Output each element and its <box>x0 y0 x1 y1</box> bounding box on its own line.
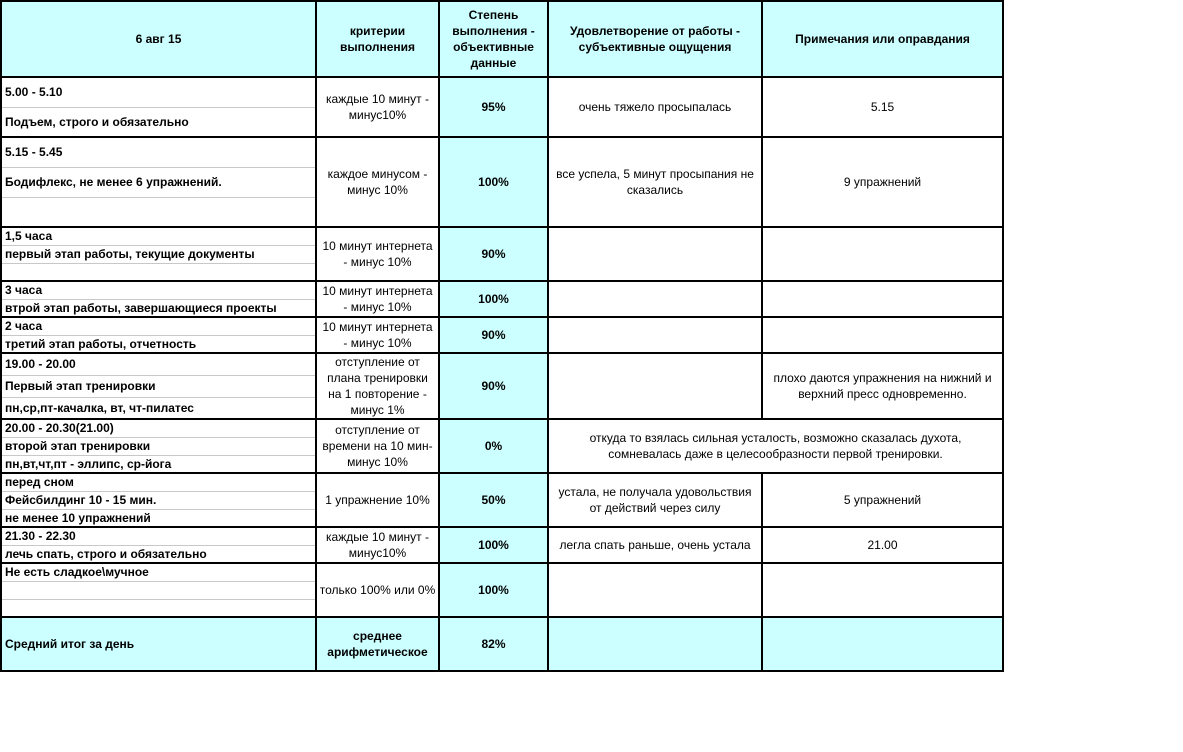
criteria-cell[interactable]: 10 минут интернета - минус 10% <box>316 227 439 281</box>
header-criteria[interactable]: критерии выполнения <box>316 1 439 77</box>
note-cell[interactable] <box>762 563 1003 617</box>
criteria-cell[interactable]: 10 минут интернета - минус 10% <box>316 281 439 317</box>
satisfaction-cell[interactable]: очень тяжело просыпалась <box>548 77 762 137</box>
task-cell[interactable]: Бодифлекс, не менее 6 упражнений. <box>1 167 316 197</box>
table-row <box>1 281 1003 299</box>
table-row <box>1 137 1003 167</box>
criteria-cell[interactable]: каждые 10 минут - минус10% <box>316 527 439 563</box>
table-row <box>1 419 1003 437</box>
note-cell[interactable]: 21.00 <box>762 527 1003 563</box>
percent-cell[interactable]: 100% <box>439 137 548 227</box>
criteria-cell[interactable]: отступление от плана тренировки на 1 повторение - минус 1% <box>316 353 439 419</box>
total-satisfaction[interactable] <box>548 617 762 671</box>
total-label[interactable]: Средний итог за день <box>1 617 316 671</box>
satisfaction-cell[interactable]: все успела, 5 минут просыпания не сказались <box>548 137 762 227</box>
table-row <box>1 527 1003 545</box>
note-cell[interactable]: 5.15 <box>762 77 1003 137</box>
satisfaction-cell[interactable]: легла спать раньше, очень устала <box>548 527 762 563</box>
task-cell[interactable]: втрой этап работы, завершающиеся проекты <box>1 299 316 317</box>
task-cell[interactable]: Не есть сладкое\мучное <box>1 563 316 581</box>
task-cell[interactable]: 20.00 - 20.30(21.00) <box>1 419 316 437</box>
criteria-cell[interactable]: каждое минусом - минус 10% <box>316 137 439 227</box>
table-row <box>1 227 1003 245</box>
task-cell[interactable]: первый этап работы, текущие документы <box>1 245 316 263</box>
task-cell[interactable]: 5.00 - 5.10 <box>1 77 316 107</box>
note-cell[interactable]: 5 упражнений <box>762 473 1003 527</box>
criteria-cell[interactable]: отступление от времени на 10 мин- минус 10% <box>316 419 439 473</box>
note-cell[interactable]: 9 упражнений <box>762 137 1003 227</box>
satisfaction-cell[interactable] <box>548 353 762 419</box>
total-criteria[interactable]: среднее арифметическое <box>316 617 439 671</box>
note-cell[interactable] <box>762 317 1003 353</box>
table-row <box>1 77 1003 107</box>
percent-cell[interactable]: 0% <box>439 419 548 473</box>
task-cell[interactable]: третий этап работы, отчетность <box>1 335 316 353</box>
task-cell[interactable]: перед сном <box>1 473 316 491</box>
task-cell[interactable]: 2 часа <box>1 317 316 335</box>
task-cell[interactable] <box>1 263 316 281</box>
percent-cell[interactable]: 50% <box>439 473 548 527</box>
task-cell[interactable]: пн,вт,чт,пт - эллипс, ср-йога <box>1 455 316 473</box>
task-cell[interactable] <box>1 197 316 227</box>
header-degree[interactable]: Степень выполнения - объективные данные <box>439 1 548 77</box>
criteria-cell[interactable]: 1 упражнение 10% <box>316 473 439 527</box>
total-note[interactable] <box>762 617 1003 671</box>
percent-cell[interactable]: 95% <box>439 77 548 137</box>
task-cell[interactable]: Подъем, строго и обязательно <box>1 107 316 137</box>
table-row <box>1 563 1003 581</box>
task-cell[interactable]: 3 часа <box>1 281 316 299</box>
satisfaction-cell[interactable] <box>548 281 762 317</box>
task-cell[interactable]: не менее 10 упражнений <box>1 509 316 527</box>
note-cell[interactable] <box>762 227 1003 281</box>
header-row <box>1 1 1003 77</box>
header-satisfaction[interactable]: Удовлетворение от работы - субъективные ощущения <box>548 1 762 77</box>
table-row <box>1 353 1003 375</box>
table-row <box>1 317 1003 335</box>
header-notes[interactable]: Примечания или оправдания <box>762 1 1003 77</box>
satisfaction-cell[interactable] <box>548 227 762 281</box>
task-cell[interactable]: второй этап тренировки <box>1 437 316 455</box>
satisfaction-cell[interactable] <box>548 317 762 353</box>
satisfaction-cell[interactable] <box>548 563 762 617</box>
percent-cell[interactable]: 100% <box>439 281 548 317</box>
header-date[interactable]: 6 авг 15 <box>1 1 316 77</box>
task-cell[interactable]: 21.30 - 22.30 <box>1 527 316 545</box>
satisfaction-cell[interactable]: откуда то взялась сильная усталость, возможно сказалась духота, сомневалась даже в целесообразности первой тренировки. <box>548 419 1003 473</box>
percent-cell[interactable]: 100% <box>439 563 548 617</box>
task-cell[interactable]: лечь спать, строго и обязательно <box>1 545 316 563</box>
total-row <box>1 617 1003 671</box>
percent-cell[interactable]: 90% <box>439 227 548 281</box>
criteria-cell[interactable]: 10 минут интернета - минус 10% <box>316 317 439 353</box>
task-cell[interactable]: 19.00 - 20.00 <box>1 353 316 375</box>
criteria-cell[interactable]: только 100% или 0% <box>316 563 439 617</box>
percent-cell[interactable]: 90% <box>439 317 548 353</box>
note-cell[interactable] <box>762 281 1003 317</box>
task-cell[interactable] <box>1 581 316 599</box>
criteria-cell[interactable]: каждые 10 минут - минус10% <box>316 77 439 137</box>
note-cell[interactable]: плохо даются упражнения на нижний и верхний пресс одновременно. <box>762 353 1003 419</box>
task-cell[interactable]: 5.15 - 5.45 <box>1 137 316 167</box>
task-cell[interactable] <box>1 599 316 617</box>
total-percent[interactable]: 82% <box>439 617 548 671</box>
task-cell[interactable]: 1,5 часа <box>1 227 316 245</box>
percent-cell[interactable]: 90% <box>439 353 548 419</box>
table-row <box>1 473 1003 491</box>
task-cell[interactable]: пн,ср,пт-качалка, вт, чт-пилатес <box>1 397 316 419</box>
percent-cell[interactable]: 100% <box>439 527 548 563</box>
satisfaction-cell[interactable]: устала, не получала удовольствия от действий через силу <box>548 473 762 527</box>
task-cell[interactable]: Первый этап тренировки <box>1 375 316 397</box>
task-cell[interactable]: Фейсбилдинг 10 - 15 мин. <box>1 491 316 509</box>
